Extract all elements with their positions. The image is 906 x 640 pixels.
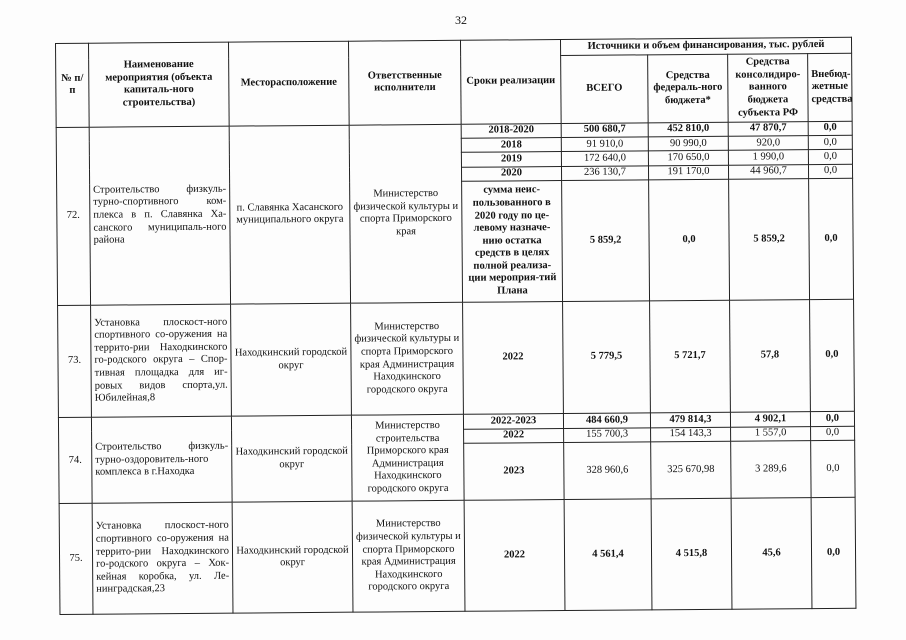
federal-cell: 5 721,7 [650, 300, 731, 413]
term-cell: 2022 [464, 500, 565, 611]
total-cell: 172 640,0 [561, 151, 648, 166]
federal-cell: 452 810,0 [648, 122, 728, 137]
row-num: 72. [56, 127, 90, 305]
page-number: 32 [455, 13, 467, 27]
row-executors: Министерство физической культуры и спорта Приморского края Администрация Находкинского городского округа [352, 501, 465, 613]
total-cell: 328 960,6 [564, 442, 651, 500]
total-cell: 500 680,7 [561, 123, 648, 138]
total-cell: 484 660,9 [563, 413, 650, 428]
regional-cell: 57,8 [730, 299, 811, 412]
row-name: Строительство физкуль-турно-оздоровитель-ного комплекса в г.Находка [91, 417, 232, 504]
header-total: ВСЕГО [561, 55, 649, 123]
header-num: № п/п [56, 43, 90, 127]
term-cell: 2019 [461, 152, 561, 167]
federal-cell: 0,0 [649, 179, 730, 300]
offbudget-cell: 0,0 [808, 121, 852, 136]
regional-cell: 4 902,1 [730, 412, 810, 427]
regional-cell: 1 557,0 [731, 426, 811, 441]
offbudget-cell: 0,0 [811, 498, 856, 609]
row-num: 75. [59, 504, 93, 615]
header-location: Месторасположение [228, 41, 349, 126]
federal-cell: 325 670,98 [651, 441, 731, 499]
header-federal: Средства федераль-ного бюджета* [648, 55, 729, 123]
federal-cell: 154 143,3 [651, 427, 731, 442]
row-executors: Министерство строительства Приморского края Администрация Находкинского городского округа [351, 415, 464, 502]
row-num: 73. [58, 305, 92, 418]
total-cell: 91 910,0 [561, 137, 648, 152]
total-cell: 155 700,3 [564, 428, 651, 443]
federal-cell: 170 650,0 [648, 151, 728, 166]
header-offbudget: Внебюд-жетные средства [808, 54, 853, 122]
offbudget-cell: 0,0 [808, 150, 852, 165]
offbudget-cell: 0,0 [811, 440, 855, 498]
total-cell: 236 130,7 [561, 166, 648, 181]
federal-cell: 4 515,8 [651, 499, 732, 610]
header-sources: Источники и объем финансирования, тыс. рублей [560, 37, 851, 56]
row-num: 74. [58, 418, 92, 504]
term-cell: 2018-2020 [461, 123, 561, 138]
total-cell: 5 859,2 [562, 180, 650, 301]
row-location: Находкинский городской округ [231, 303, 352, 417]
row-executors: Министерство физической культуры и спорта Приморского края [349, 124, 462, 303]
federal-cell: 479 814,3 [650, 413, 730, 428]
offbudget-cell: 0,0 [810, 299, 855, 412]
regional-cell: 45,6 [731, 498, 812, 609]
financing-table [55, 37, 856, 615]
regional-cell: 44 960,7 [728, 164, 808, 179]
term-cell: 2018 [461, 138, 561, 153]
table-row [59, 498, 856, 615]
federal-cell: 90 990,0 [648, 136, 728, 151]
row-name: Установка плоскост-ного спортивного со-оружения на террито-рии Находкинского го-родского округа – Хок-кейная коробка, ул. Ле-нинградская,23 [92, 502, 233, 614]
term-cell: 2022-2023 [463, 414, 563, 429]
header-name: Наименование мероприятия (объекта капиталь-ного строительства) [89, 42, 230, 127]
offbudget-cell: 0,0 [808, 135, 852, 150]
regional-cell: 1 990,0 [728, 150, 808, 165]
row-executors: Министерство физической культуры и спорта Приморского края Администрация Находкинского городского округа [351, 302, 464, 415]
offbudget-cell: 0,0 [808, 164, 852, 179]
header-regional: Средства консолидиро-ванного бюджета субъекта РФ [728, 54, 809, 122]
regional-cell: 5 859,2 [729, 179, 810, 300]
header-terms: Сроки реализации [460, 40, 561, 125]
total-cell: 5 779,5 [563, 301, 651, 414]
total-cell: 4 561,4 [564, 499, 652, 610]
row-location: Находкинский городской округ [232, 502, 353, 614]
offbudget-cell: 0,0 [809, 178, 854, 299]
regional-cell: 47 870,7 [728, 121, 808, 136]
term-cell: сумма неис-пользованного в 2020 году по це-левому назначе-нию остатка средств в целях полной реализа-ции мероприя-тий Плана [462, 181, 563, 303]
term-cell: 2022 [463, 301, 564, 414]
regional-cell: 920,0 [728, 136, 808, 151]
header-executors: Ответственные исполнители [348, 40, 461, 125]
row-name: Строительство физкуль-турно-спортивного ком-плекса в п. Славянка Ха-санского муниципаль-ного района [89, 126, 230, 305]
row-location: п. Славянка Хасанского муниципального округа [229, 125, 350, 304]
regional-cell: 3 289,6 [731, 441, 811, 499]
offbudget-cell: 0,0 [810, 412, 854, 427]
table-row [58, 299, 855, 418]
term-cell: 2023 [464, 443, 564, 501]
federal-cell: 191 170,0 [648, 165, 728, 180]
row-name: Установка плоскост-ного спортивного со-оружения на террито-рии Находкинского го-родского округа – Спор-тивная площадка для иг-ровых видов спорта,ул. Юбилейная,8 [91, 304, 232, 418]
row-location: Находкинский городской округ [231, 416, 352, 503]
term-cell: 2022 [464, 428, 564, 443]
term-cell: 2020 [461, 166, 561, 181]
offbudget-cell: 0,0 [811, 426, 855, 441]
